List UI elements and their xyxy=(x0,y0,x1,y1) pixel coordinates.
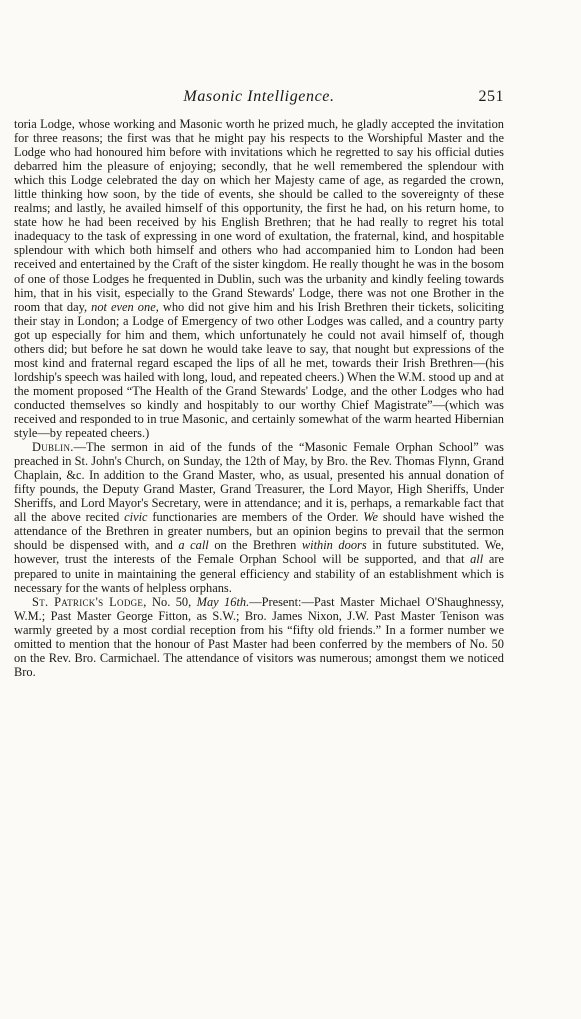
section-lead: Dublin. xyxy=(32,440,74,455)
section-lead: St. Patrick's Lodge, xyxy=(32,594,147,609)
paragraph-text: in future substituted. We, however, trust the interests of the Female Orphan School will be supported, and that xyxy=(14,538,504,567)
paragraph-text: on the Brethren xyxy=(214,538,297,553)
paragraph-text: —Present:—Past Master Michael O'Shaughnessy, W.M.; Past Master George Fitton, as S.W.; Bro. James Nixon, J.W. Past Master Tenison was warmly greeted by a most cordial reception from his “fifty old friends.” In a former number we omitted to mention that the honour of Past Master had been conferred by the members of No. 50 on the Rev. Bro. Carmichael. The attendance of visitors was numerous; amongst them we noticed Bro. xyxy=(14,594,504,679)
italic-phrase: not even one, xyxy=(91,299,159,314)
paragraph-lord-mayor-speech xyxy=(14,117,504,440)
paragraph-st-patricks-lodge xyxy=(14,595,504,679)
paragraph-dublin xyxy=(14,440,504,595)
paragraph-text: who did not give him and his Irish Brethren their tickets, soliciting their stay in London; a Lodge of Emergency of two other Lodges was called, and a country party got up especially for him and them, which unfortunately he could not avail himself of, though others did; but before he sat down he would take leave to say, that nought but expressions of the most kind and fraternal regard escaped the lips of all he met, towards their Irish Brethren—(his lordship's speech was hailed with long, loud, and repeated cheers.) When the W.M. stood up and at the moment proposed “The Health of the Grand Stewards' Lodge, and the other Lodges who had conducted themselves so kindly and hospitably to our worthy Chief Magistrate”—(which was received and responded to in true Masonic, and certainly somewhat of the warm hearted Hibernian style—by repeated cheers.) xyxy=(14,299,504,441)
italic-word: all xyxy=(470,552,484,567)
italic-date: May 16th. xyxy=(196,594,250,609)
italic-phrase: a call xyxy=(178,538,209,553)
paragraph-text: No. 50, xyxy=(152,594,192,609)
running-head xyxy=(14,88,504,108)
paragraph-text: functionaries are members of the Order. xyxy=(152,510,359,525)
paragraph-text: —The sermon in aid of the funds of the “Masonic Female Orphan School” was preached in St. John's Church, on Sunday, the 12th of May, by Bro. the Rev. Thomas Flynn, Grand Chaplain, &c. In addition to the Grand Master, who, as usual, presented his annual donation of fifty pounds, the Deputy Grand Master, Grand Treasurer, the Lord Mayor, High Sheriffs, Under Sheriffs, and Lord Mayor's Secretary, were in attendance; and it is, perhaps, a remarkable fact that all the above recited xyxy=(14,440,504,525)
paragraph-text: toria Lodge, whose working and Masonic worth he prized much, he gladly accepted the invitation for three reasons; the first was that he might pay his respects to the Worshipful Master and the Lodge who had honoured him before with invitations which he regretted to say his official duties debarred him the pleasure of enjoying; secondly, that he well remembered the splendour with which this Lodge celebrated the day on which her Majesty came of age, as regarded the crown, little thinking how soon, by the tide of events, she should be called to the sovereignty of these realms; and lastly, he availed himself of this opportunity, the first he had, on his return home, to state how he had been received by his English Brethren; that he had really to regret his total inadequacy to the task of expressing in one word of exultation, the fraternal, kind, and hospitable splendour with which both himself and others who had accompanied him to London had been received and entertained by the Craft of the sister kingdom. He really thought he was in the bosom of one of those Lodges he frequented in Dublin, such was the urbanity and kindly feeling towards him, that in his visit, especially to the Grand Stewards' Lodge, there was not one Brother in the room that day, xyxy=(14,117,504,314)
paragraph-text: are prepared to unite in maintaining the general efficiency and stability of an establishment which is necessary for the wants of helpless orphans. xyxy=(14,552,504,595)
italic-word: We xyxy=(363,510,378,525)
running-title: Masonic Intelligence. xyxy=(183,88,335,105)
body-text xyxy=(14,117,504,679)
italic-phrase: within doors xyxy=(301,538,367,553)
page-number: 251 xyxy=(478,88,504,105)
italic-word: civic xyxy=(124,510,148,525)
paragraph-text: should have wished the attendance of the Brethren in greater numbers, but an opinion begins to prevail that the sermon should be dispensed with, and xyxy=(14,510,504,553)
